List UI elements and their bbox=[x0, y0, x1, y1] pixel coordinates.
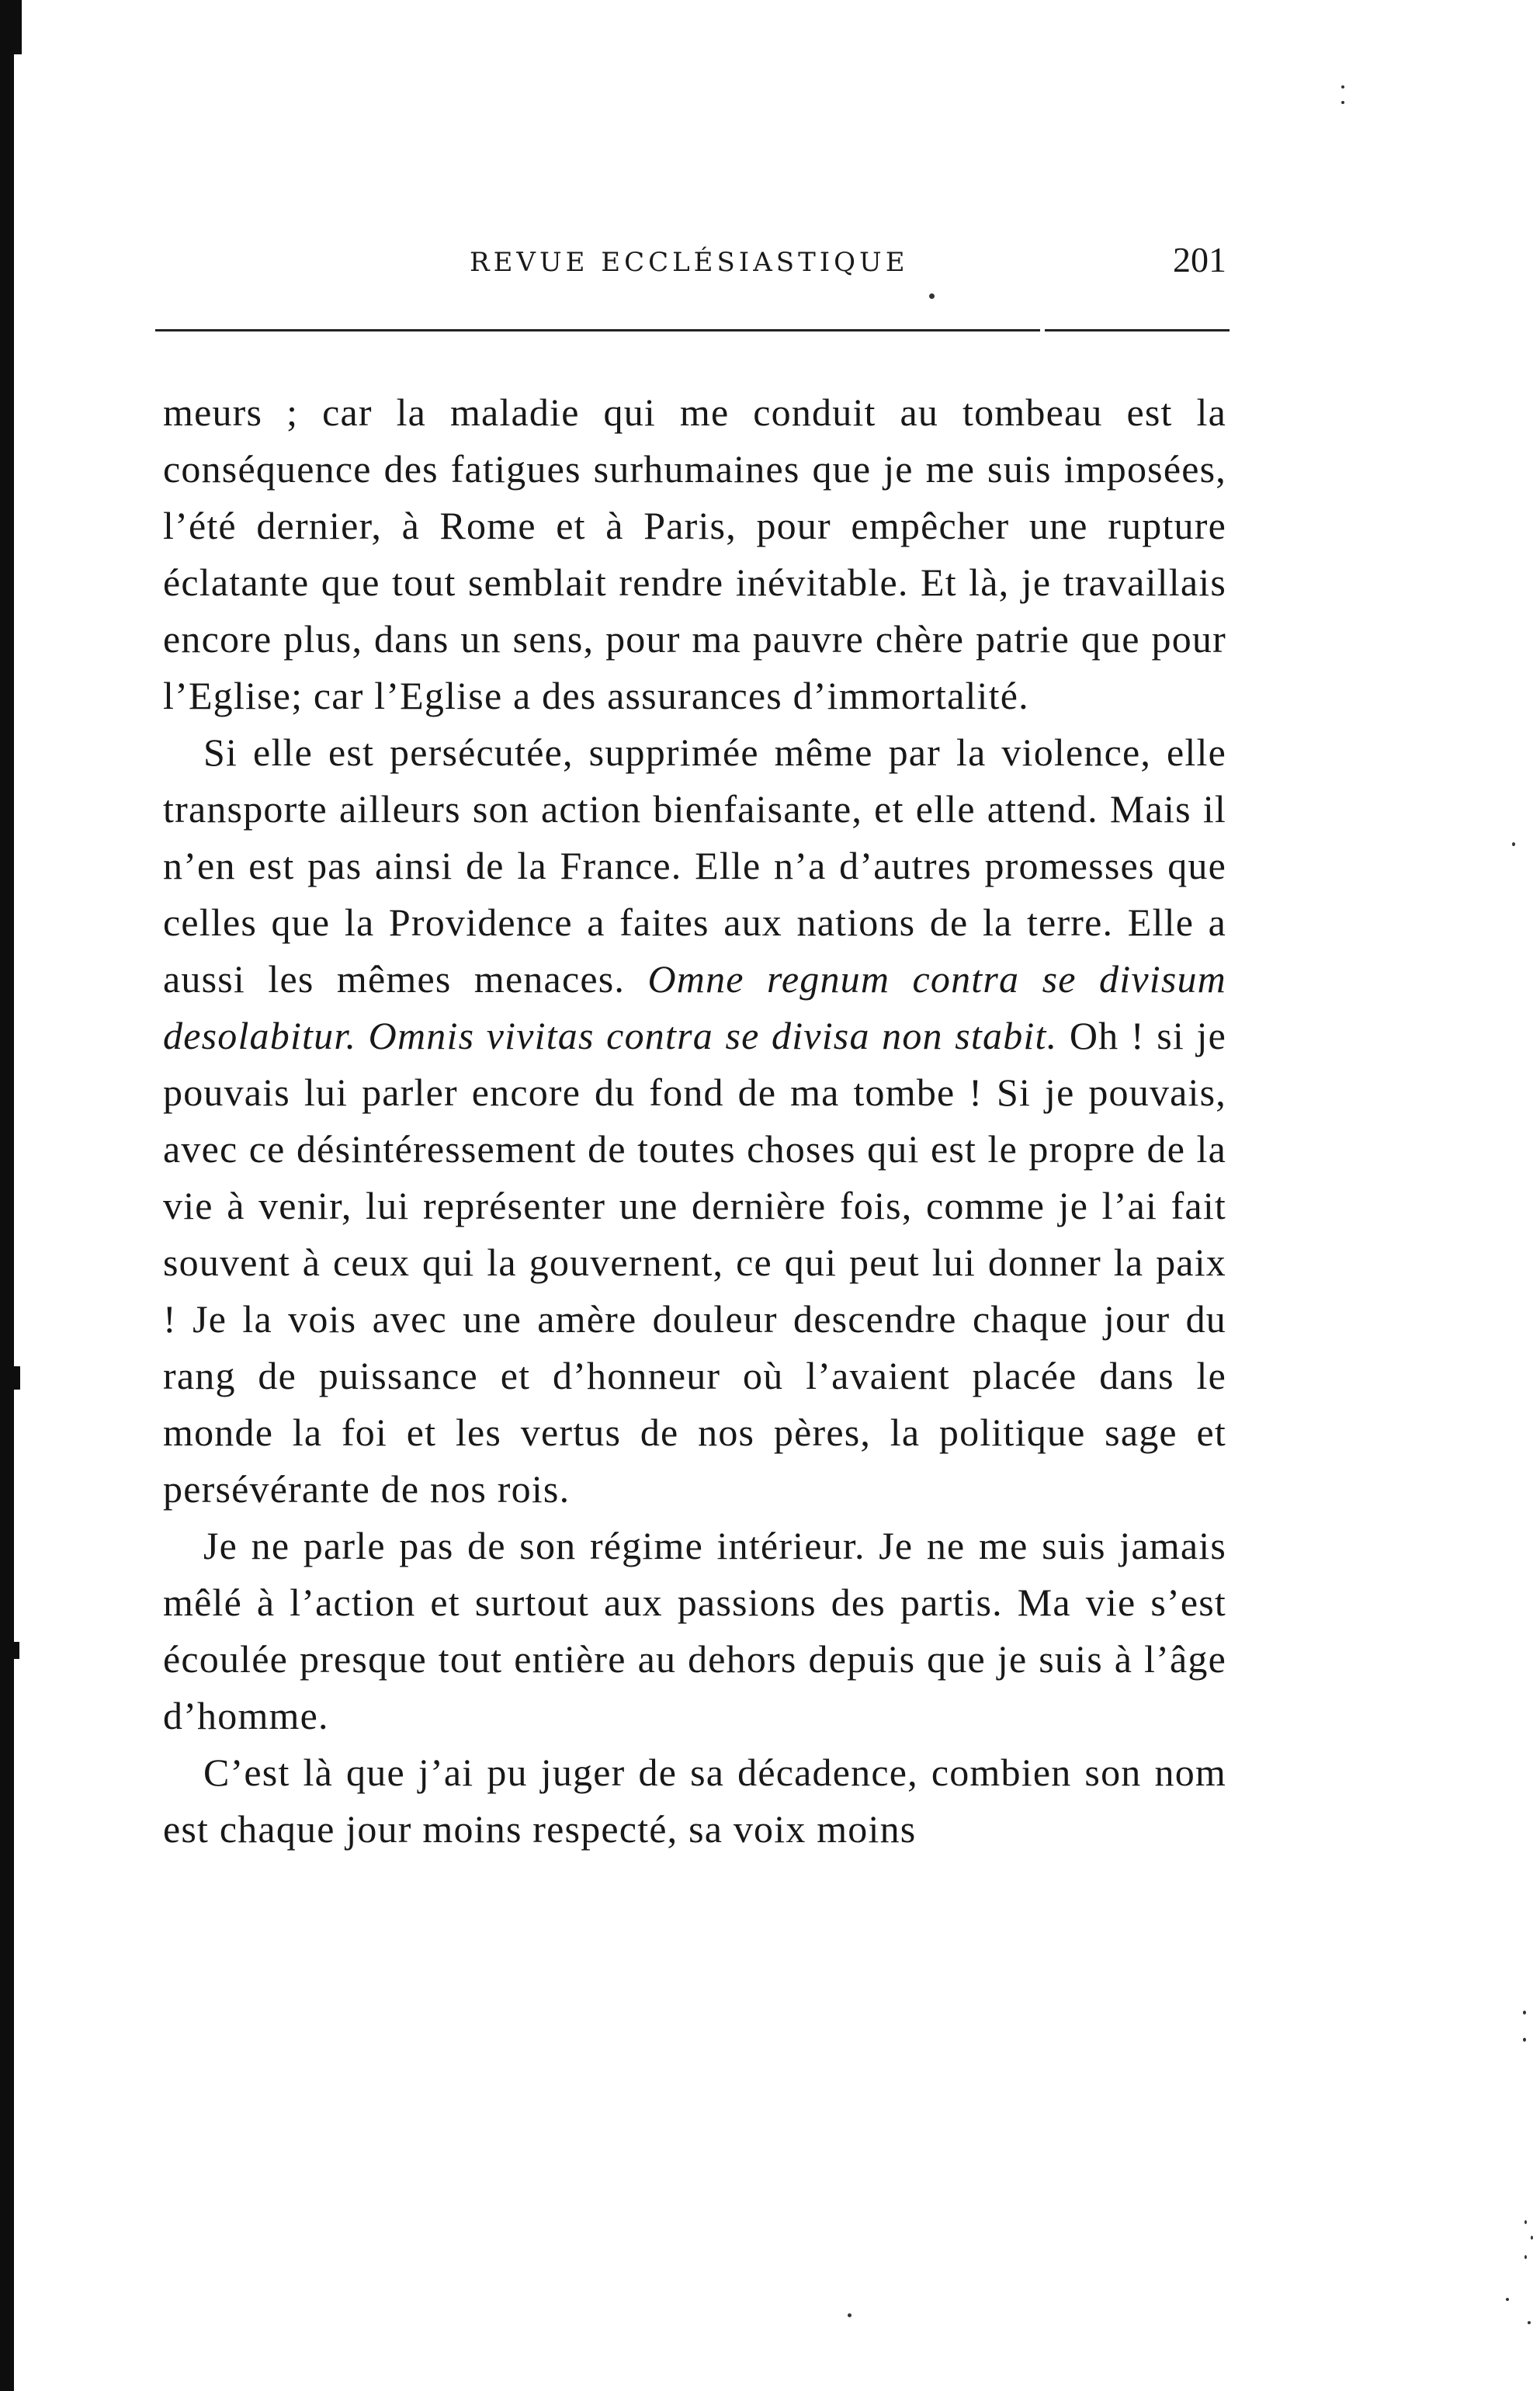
scan-speck bbox=[1506, 2298, 1509, 2301]
scan-speck bbox=[848, 2313, 852, 2317]
header-rule-gap bbox=[1040, 329, 1045, 331]
paragraph bbox=[163, 1744, 1226, 1858]
scan-speck bbox=[1341, 101, 1344, 104]
paragraph-text: Je ne parle pas de son régime intérieur. Je ne me suis jamais mêlé à l’action et surtout aux passions des partis. Ma vie s’est écoulée presque tout entière au dehors depuis que je suis à l’âge d’homme. bbox=[163, 1524, 1226, 1737]
scan-speck bbox=[1341, 85, 1344, 88]
scan-speck bbox=[1528, 2321, 1531, 2324]
scan-speck bbox=[1524, 2255, 1527, 2259]
scan-edge-notch bbox=[14, 0, 22, 54]
page-number: 201 bbox=[1173, 240, 1226, 279]
scan-speck bbox=[1531, 2236, 1533, 2240]
header-rule bbox=[155, 329, 1230, 331]
paragraph bbox=[163, 724, 1226, 1518]
paragraph bbox=[163, 1518, 1226, 1744]
paragraph-text: Si elle est persécutée, supprimée même par la violence, elle transporte ailleurs son action bienfaisante, et elle attend. Mais il n’en est pas ainsi de la France. Elle n’a d’autres promesses que celles que la Providence a faites aux nations de la terre. Elle a aussi les mêmes menaces. bbox=[163, 730, 1226, 1001]
scan-edge-left bbox=[0, 0, 14, 2391]
scan-edge-notch bbox=[14, 1366, 20, 1390]
scan-speck bbox=[1523, 2038, 1526, 2042]
scan-speck bbox=[1523, 2011, 1526, 2014]
paragraph-text: Oh ! si je pouvais lui parler encore du fond de ma tombe ! Si je pouvais, avec ce désintéressement de toutes choses qui est le propre de la vie à venir, lui représenter une dernière fois, comme je l’ai fait souvent à ceux qui la gouvernent, ce qui peut lui donner la paix ! Je la vois avec une amère douleur descendre chaque jour du rang de puissance et d’honneur où l’avaient placée dans le monde la foi et les vertus de nos pères, la politique sage et persévérante de nos rois. bbox=[163, 1014, 1226, 1511]
body-text bbox=[163, 384, 1226, 1858]
page-header bbox=[155, 233, 1226, 295]
scan-speck bbox=[1512, 842, 1515, 846]
scan-speck bbox=[1524, 2220, 1527, 2224]
paragraph-text: C’est là que j’ai pu juger de sa décadence, combien son nom est chaque jour moins respecté, sa voix moins bbox=[163, 1751, 1226, 1851]
paragraph bbox=[163, 384, 1226, 724]
latin-quotation: Omne regnum contra se divisum desolabitur. Omnis vivitas contra se divisa non stabit. bbox=[163, 957, 1226, 1057]
scan-edge-notch bbox=[14, 1642, 19, 1659]
paragraph-text: meurs ; car la maladie qui me conduit au tombeau est la conséquence des fatigues surhumaines que je me suis imposées, l’été dernier, à Rome et à Paris, pour empêcher une rupture éclatante que tout semblait rendre inévitable. Et là, je travaillais encore plus, dans un sens, pour ma pauvre chère patrie que pour l’Eglise; car l’Eglise a des assurances d’immortalité. bbox=[163, 390, 1226, 717]
running-title: REVUE ECCLÉSIASTIQUE bbox=[470, 247, 909, 278]
